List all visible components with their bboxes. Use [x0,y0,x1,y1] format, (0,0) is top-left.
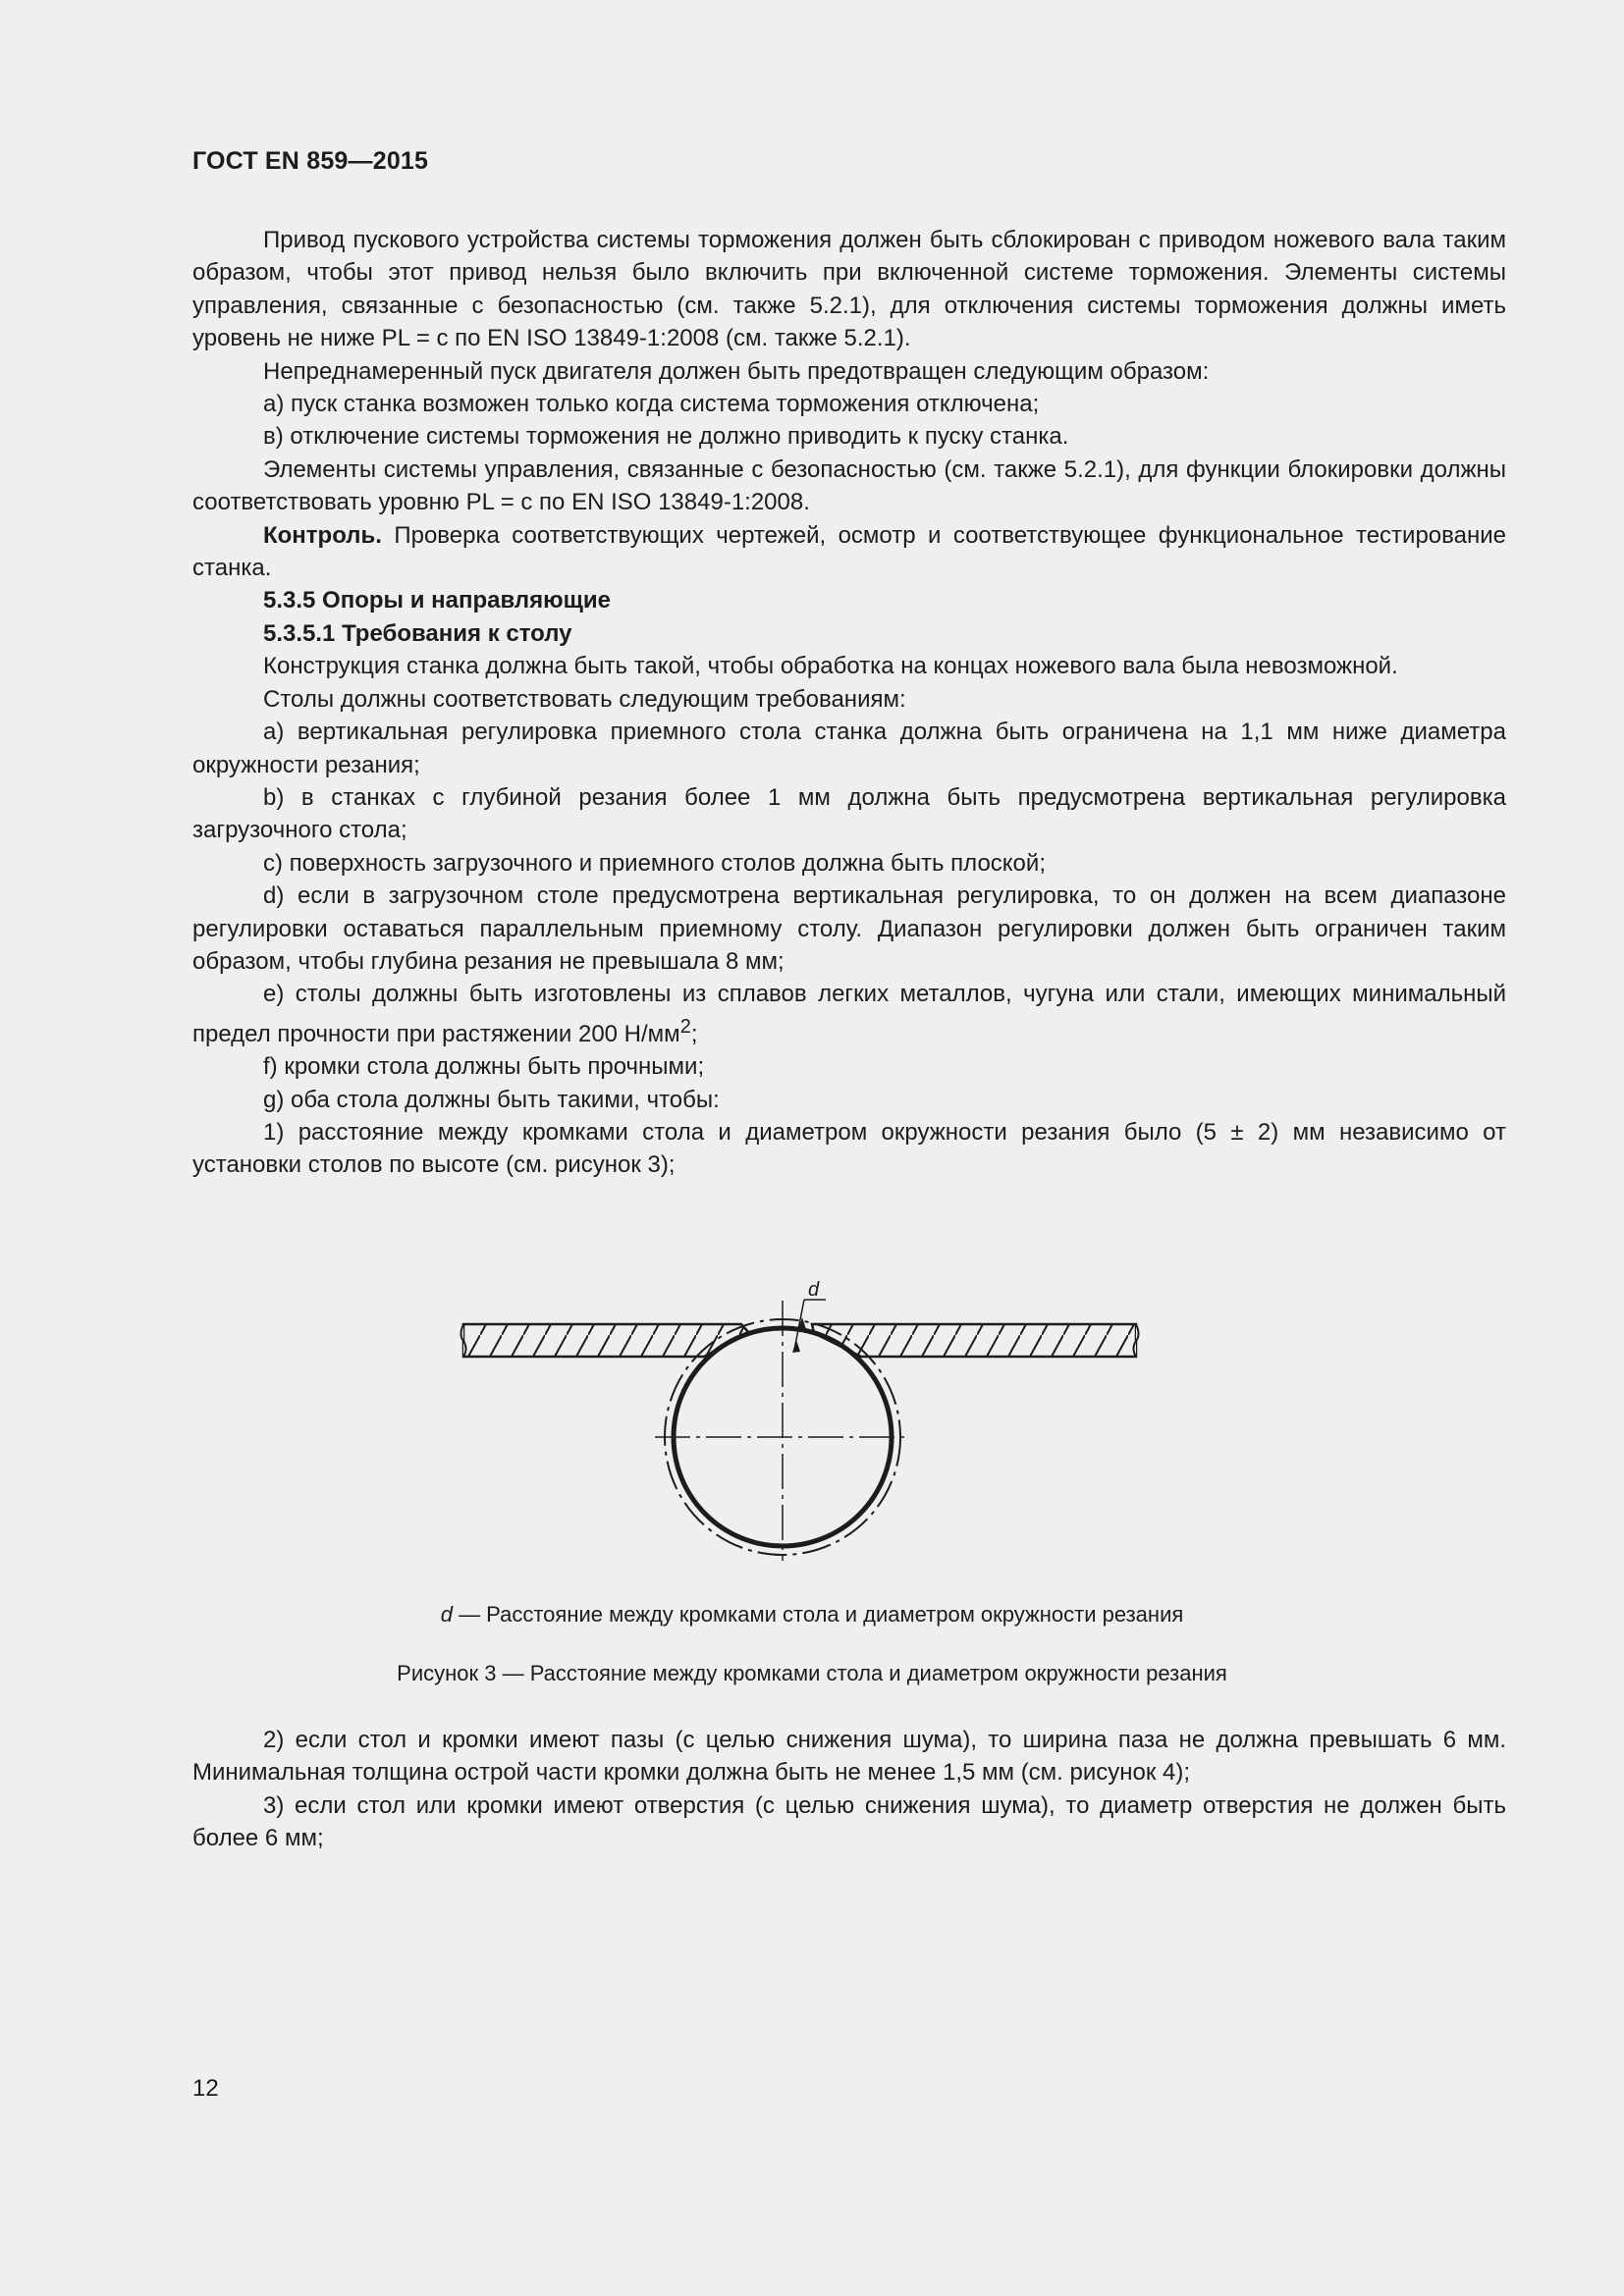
section-heading: 5.3.5 Опоры и направляющие [263,587,611,614]
paragraph: Привод пускового устройства системы торможения должен быть сблокирован с приводом ножевого вала таким образом, чтобы этот привод нельзя было включить при включенной системе торможения. Элементы системы управления, связанные с безопасностью (см. также 5.2.1), для отключения системы торможения должны иметь уровень не ниже PL = c по EN ISO 13849-1:2008 (см. также 5.2.1). [192,227,1506,352]
body-text [192,224,1506,1182]
figure-caption: Рисунок 3 — Расстояние между кромками стола и диаметром окружности резания [397,1661,1227,1685]
list-item: b) в станках с глубиной резания более 1 мм должна быть предусмотрена вертикальная регулировка загрузочного стола; [192,783,1506,844]
list-item: d) если в загрузочном столе предусмотрена вертикальная регулировка, то он должен на всем диапазоне регулировки оставаться параллельным приемному столу. Диапазон регулировки должен быть ограничен таким образом, чтобы глубина резания не превышала 8 мм; [192,882,1506,975]
list-item: в) отключение системы торможения не должно приводить к пуску станка. [263,423,1069,451]
list-item: c) поверхность загрузочного и приемного столов должна быть плоской; [263,849,1046,877]
figure-legend [0,1602,1624,1628]
control-text: Проверка соответствующих чертежей, осмотр и соответствующее функциональное тестирование станка. [192,521,1506,582]
control-lead: Контроль. [263,521,382,549]
list-item: f) кромки стола должны быть прочными; [263,1053,705,1081]
dimension-label-d: d [808,1279,820,1301]
right-table [812,1324,1136,1357]
figure-3-drawing [459,1256,1165,1580]
item-e-tail: ; [690,1020,698,1047]
list-item: а) пуск станка возможен только когда система торможения отключена; [263,391,1040,418]
paragraph: Непреднамеренный пуск двигателя должен быть предотвращен следующим образом: [263,357,1210,385]
paragraph: Столы должны соответствовать следующим требованиям: [263,685,906,713]
body-text-after-figure [192,1724,1506,1855]
document-header: ГОСТ EN 859—2015 [192,147,429,175]
figure-3 [0,1256,1624,1580]
left-table [463,1324,749,1357]
paragraph: Элементы системы управления, связанные с безопасностью (см. также 5.2.1), для функции блокировки должны соответствовать уровню PL = c по EN ISO 13849-1:2008. [192,455,1506,516]
legend-text: — Расстояние между кромками стола и диаметром окружности резания [452,1602,1184,1627]
page-number: 12 [192,2075,219,2102]
dimension-arrow-bottom [792,1340,800,1353]
list-item: g) оба стола должны быть такими, чтобы: [263,1086,720,1113]
legend-symbol: d [440,1602,453,1627]
list-item [192,978,1506,1050]
control-paragraph [192,519,1506,585]
subsection-heading: 5.3.5.1 Требования к столу [263,619,572,647]
list-item: 1) расстояние между кромками стола и диаметром окружности резания было (5 ± 2) мм независимо от установки столов по высоте (см. рисунок 3); [192,1118,1506,1179]
list-item: 2) если стол и кромки имеют пазы (с целью снижения шума), то ширина паза не должна превышать 6 мм. Минимальная толщина острой части кромки должна быть не менее 1,5 мм (см. рисунок 4); [192,1727,1506,1787]
item-e-superscript: 2 [679,1015,691,1038]
list-item: a) вертикальная регулировка приемного стола станка должна быть ограничена на 1,1 мм ниже диаметра окружности резания; [192,719,1506,778]
paragraph: Конструкция станка должна быть такой, чтобы обработка на концах ножевого вала была невозможной. [263,653,1398,680]
item-e-text: e) столы должны быть изготовлены из сплавов легких металлов, чугуна или стали, имеющих минимальный предел прочности при растяжении 200 Н/мм [192,981,1506,1047]
list-item: 3) если стол или кромки имеют отверстия (с целью снижения шума), то диаметр отверстия не должен быть более 6 мм; [192,1791,1506,1852]
